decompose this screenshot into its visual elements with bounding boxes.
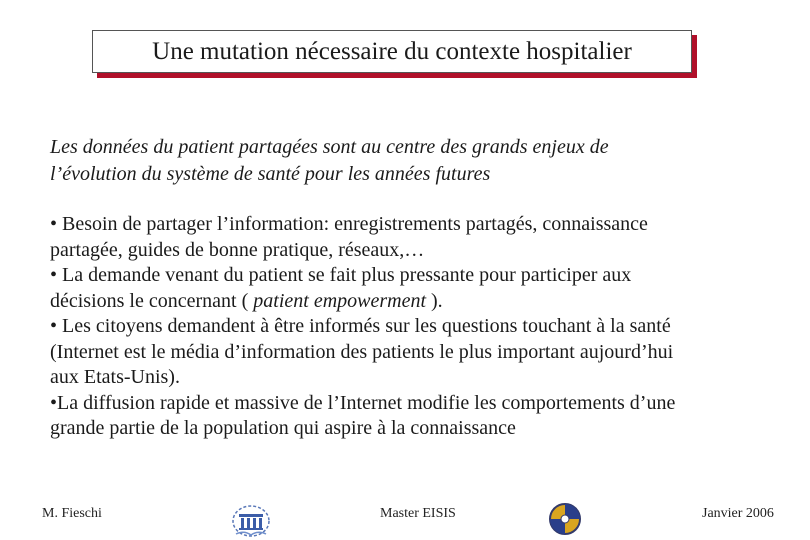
bullet-3-line-3: aux Etats-Unis). <box>50 366 180 388</box>
bullet-3-line-1: • Les citoyens demandent à être informés sur les questions touchant à la santé <box>50 315 671 337</box>
intro-line-1: Les données du patient partagées sont au centre des grands enjeux de <box>50 136 609 158</box>
bullet-2-line-2 <box>50 289 780 315</box>
university-logo-icon <box>230 500 272 540</box>
bullet-2-emphasis: patient empowerment <box>253 289 427 312</box>
footer-date: Janvier 2006 <box>702 506 774 521</box>
footer-author: M. Fieschi <box>42 506 102 521</box>
bullet-4-line-1: •La diffusion rapide et massive de l’Internet modifie les comportements d’une <box>50 391 676 414</box>
intro-line-2: l’évolution du système de santé pour les années futures <box>50 163 491 185</box>
intro-paragraph <box>50 134 770 188</box>
crest-logo-icon <box>548 502 582 536</box>
bullet-4-line-2: grande partie de la population qui aspire à la connaissance <box>50 417 516 439</box>
slide-title-box <box>92 30 692 73</box>
slide-title: Une mutation nécessaire du contexte hospitalier <box>152 37 632 65</box>
bullet-3-line-2: (Internet est le média d’information des patients le plus important aujourd’hui <box>50 340 674 363</box>
bullet-2-line-2-start: décisions le concernant ( <box>50 289 254 312</box>
bullet-1-line-2: partagée, guides de bonne pratique, réseaux,… <box>50 238 425 261</box>
bullet-list <box>50 212 780 442</box>
bullet-2-line-2-end: ). <box>426 289 443 312</box>
bullet-1-line-1: • Besoin de partager l’information: enregistrements partagés, connaissance <box>50 213 648 235</box>
footer-master: Master EISIS <box>380 506 456 521</box>
bullet-2-line-1: • La demande venant du patient se fait plus pressante pour participer aux <box>50 264 632 286</box>
